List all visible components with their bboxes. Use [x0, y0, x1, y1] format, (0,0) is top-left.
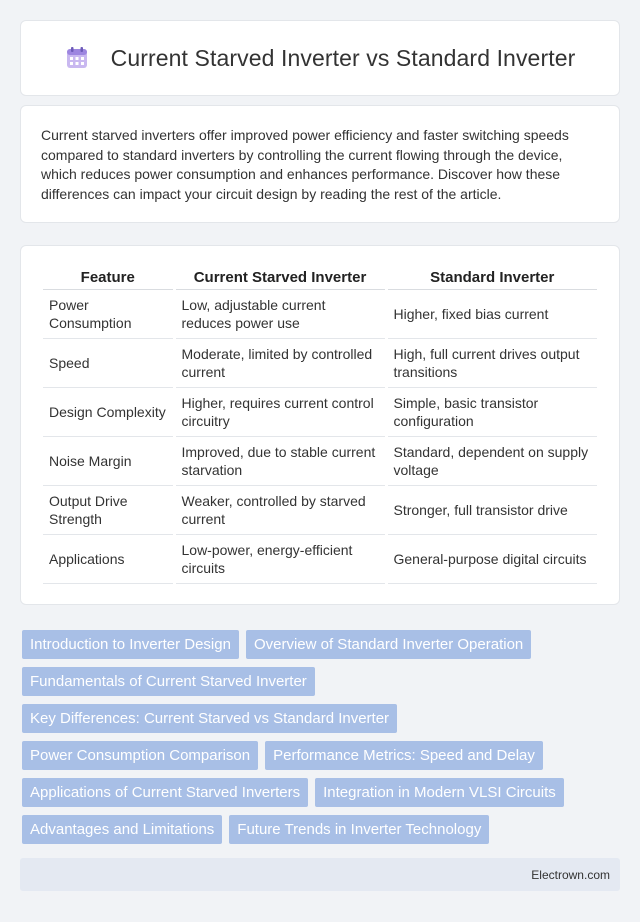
table-row — [43, 486, 597, 535]
topic-tag[interactable]: Power Consumption Comparison — [22, 741, 258, 770]
table-cell: Moderate, limited by controlled current — [174, 339, 386, 388]
table-cell: Low-power, energy-efficient circuits — [174, 535, 386, 584]
calendar-icon — [65, 46, 89, 70]
topic-tag[interactable]: Future Trends in Inverter Technology — [229, 815, 489, 844]
table-row — [43, 535, 597, 584]
table-cell: Weaker, controlled by starved current — [174, 486, 386, 535]
table-cell: Power Consumption — [43, 290, 174, 339]
table-cell: Low, adjustable current reduces power use — [174, 290, 386, 339]
comparison-table-card — [20, 245, 620, 605]
table-cell: Output Drive Strength — [43, 486, 174, 535]
topic-tag[interactable]: Fundamentals of Current Starved Inverter — [22, 667, 315, 696]
footer — [20, 858, 620, 891]
footer-site-link[interactable]: Electrown.com — [531, 867, 610, 882]
topic-tag[interactable]: Performance Metrics: Speed and Delay — [265, 741, 543, 770]
table-cell: Stronger, full transistor drive — [386, 486, 597, 535]
table-row — [43, 339, 597, 388]
table-header-row — [43, 265, 597, 290]
table-cell: High, full current drives output transitions — [386, 339, 597, 388]
title-card — [20, 20, 620, 96]
topic-tag[interactable]: Introduction to Inverter Design — [22, 630, 239, 659]
table-cell: Higher, requires current control circuitry — [174, 388, 386, 437]
page-title: Current Starved Inverter vs Standard Inverter — [110, 44, 576, 71]
table-cell: Improved, due to stable current starvation — [174, 437, 386, 486]
topic-tag[interactable]: Key Differences: Current Starved vs Standard Inverter — [22, 704, 397, 733]
table-cell: Noise Margin — [43, 437, 174, 486]
column-header: Standard Inverter — [386, 265, 597, 290]
column-header: Current Starved Inverter — [174, 265, 386, 290]
table-cell: Simple, basic transistor configuration — [386, 388, 597, 437]
table-row — [43, 290, 597, 339]
column-header: Feature — [43, 265, 174, 290]
intro-text: Current starved inverters offer improved power efficiency and faster switching speeds compared to standard inverters by controlling the current flowing through the device, which reduces power consumption and enhances performance. Discover how these differences can impact your circuit design by reading the rest of the article. — [41, 127, 569, 202]
table-row — [43, 388, 597, 437]
table-cell: Speed — [43, 339, 174, 388]
topic-tag[interactable]: Integration in Modern VLSI Circuits — [315, 778, 564, 807]
topic-tag[interactable]: Overview of Standard Inverter Operation — [246, 630, 531, 659]
comparison-table — [43, 265, 597, 584]
topic-tag[interactable]: Applications of Current Starved Inverters — [22, 778, 308, 807]
topic-tag[interactable]: Advantages and Limitations — [22, 815, 222, 844]
table-cell: Applications — [43, 535, 174, 584]
table-cell: Design Complexity — [43, 388, 174, 437]
table-row — [43, 437, 597, 486]
topic-tags — [22, 630, 618, 852]
table-cell: Standard, dependent on supply voltage — [386, 437, 597, 486]
table-cell: Higher, fixed bias current — [386, 290, 597, 339]
table-cell: General-purpose digital circuits — [386, 535, 597, 584]
intro-card — [20, 105, 620, 223]
